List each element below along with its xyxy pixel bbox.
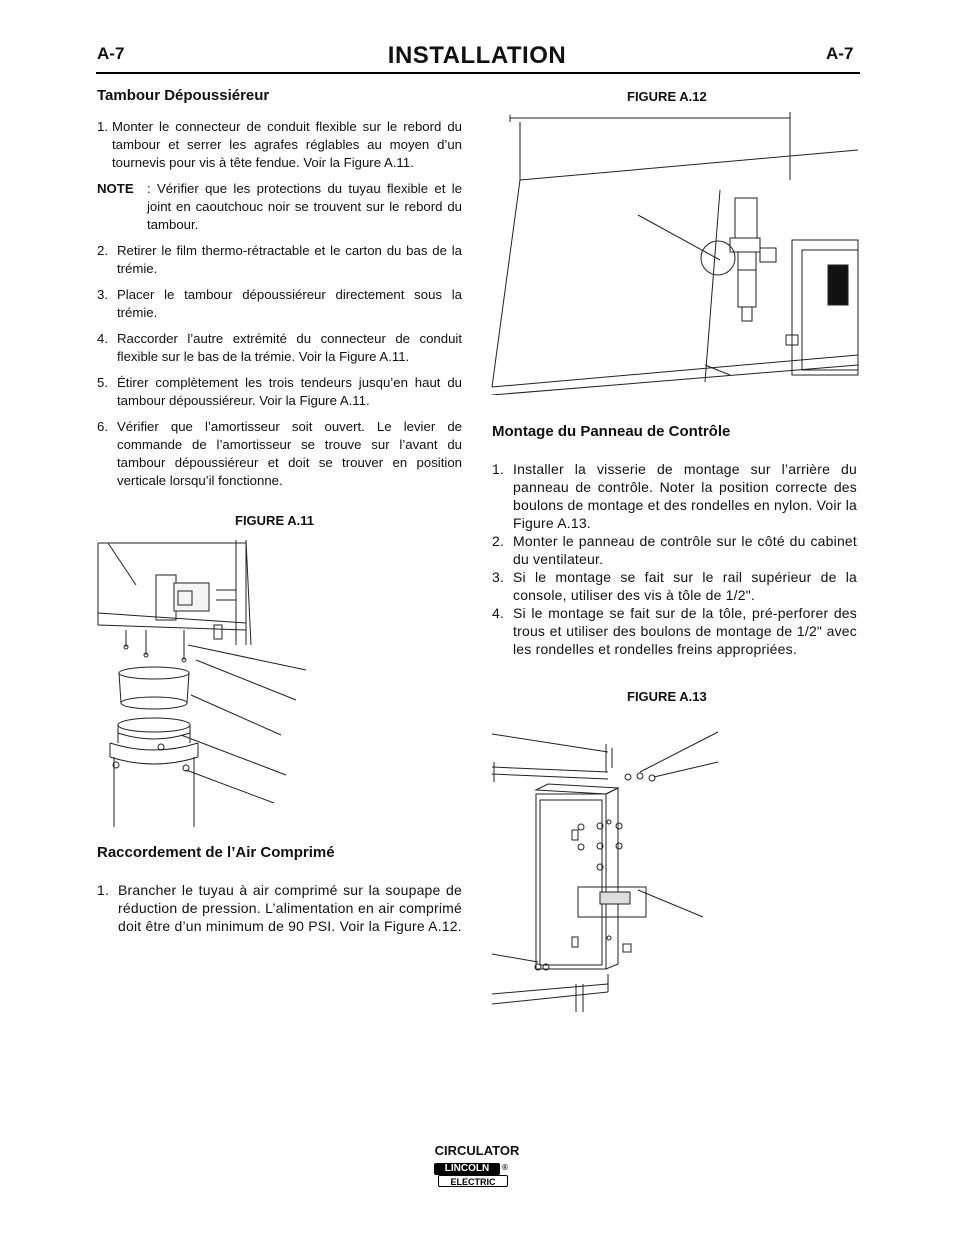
- figure-a13-label: FIGURE A.13: [627, 689, 707, 704]
- list-item: [97, 330, 462, 366]
- panneau-steps: [492, 460, 857, 658]
- list-text: Si le montage se fait sur de la tôle, pré-perforer des trous et utiliser des boulons de montage de 1/2" avec les rondelles et rondelles freins appropriées.: [513, 605, 857, 657]
- list-number: 2.: [492, 533, 505, 549]
- figure-a11-label: FIGURE A.11: [235, 513, 314, 528]
- note-block: [97, 180, 462, 234]
- list-text: Raccorder l’autre extrémité du connecteur de conduit flexible sur le bas de la trémie. Voir la Figure A.11.: [117, 331, 462, 364]
- list-text: Installer la visserie de montage sur l’arrière du panneau de contrôle. Noter la position correcte des boulons de montage et des rondelles en nylon. Voir la Figure A.13.: [513, 461, 857, 531]
- list-item: [492, 604, 857, 658]
- list-text: Monter le panneau de contrôle sur le côté du cabinet du ventilateur.: [513, 533, 857, 567]
- list-number: 4.: [492, 605, 505, 621]
- list-item: [492, 568, 857, 604]
- logo-registered-mark: ®: [502, 1163, 508, 1172]
- section-heading-panneau: Montage du Panneau de Contrôle: [492, 423, 731, 440]
- list-number: 3.: [97, 287, 108, 302]
- list-text: Placer le tambour dépoussiéreur directement sous la trémie.: [117, 287, 462, 320]
- list-number: 1.: [97, 882, 110, 898]
- list-number: 3.: [492, 569, 505, 585]
- list-text: Retirer le film thermo-rétractable et le carton du bas de la trémie.: [117, 243, 462, 276]
- list-text: Étirer complètement les trois tendeurs jusqu’en haut du tambour dépoussiéreur. Voir la Figure A.11.: [117, 375, 462, 408]
- logo-top: LINCOLN: [434, 1163, 500, 1175]
- list-text: Brancher le tuyau à air comprimé sur la soupape de réduction de pression. L’alimentation en air comprimé doit être d’un minimum de 90 PSI. Voir la Figure A.12.: [118, 882, 462, 934]
- list-item: [97, 374, 462, 410]
- list-text: Monter le connecteur de conduit flexible sur le rebord du tambour et serrer les agrafes réglables au moyen d’un tournevis pour vis à tête fendue. Voir la Figure A.11.: [112, 119, 462, 170]
- note-label: NOTE: [97, 181, 134, 196]
- figure-a11-drawing: [96, 535, 311, 830]
- list-item: [492, 532, 857, 568]
- list-text: Si le montage se fait sur le rail supérieur de la console, utiliser des vis à tôle de 1/2".: [513, 569, 857, 603]
- list-item: [97, 118, 462, 172]
- list-number: 4.: [97, 331, 108, 346]
- lincoln-electric-logo: [434, 1163, 509, 1189]
- figure-a12-label: FIGURE A.12: [627, 89, 707, 104]
- logo-bottom: ELECTRIC: [438, 1175, 508, 1187]
- section-heading-tambour: Tambour Dépoussiéreur: [97, 87, 270, 104]
- list-text: Vérifier que l’amortisseur soit ouvert. Le levier de commande de l’amortisseur se trouve sur l’avant du tambour dépoussiéreur et doit se trouver en position verticale lorsqu’il fonctionne.: [117, 419, 462, 488]
- list-number: 6.: [97, 419, 108, 434]
- list-item: [492, 460, 857, 532]
- page-number-left: A-7: [97, 44, 125, 63]
- footer-product: CIRCULATOR: [434, 1143, 520, 1158]
- air-steps: [97, 881, 462, 935]
- list-number: 1.: [97, 119, 108, 134]
- list-item: [97, 242, 462, 278]
- tambour-steps: [97, 118, 462, 498]
- section-heading-air: Raccordement de l’Air Comprimé: [97, 844, 335, 861]
- list-item: [97, 881, 462, 935]
- list-number: 2.: [97, 243, 108, 258]
- header-rule: [96, 72, 860, 74]
- list-number: 1.: [492, 461, 505, 477]
- note-text: : Vérifier que les protections du tuyau flexible et le joint en caoutchouc noir se trouvent sur le rebord du tambour.: [147, 181, 462, 232]
- figure-a13-drawing: [488, 722, 728, 1012]
- list-number: 5.: [97, 375, 108, 390]
- figure-a12-drawing: [490, 110, 860, 395]
- page-title: INSTALLATION: [387, 42, 567, 69]
- page-number-right: A-7: [826, 44, 854, 63]
- list-item: [97, 418, 462, 490]
- list-item: [97, 286, 462, 322]
